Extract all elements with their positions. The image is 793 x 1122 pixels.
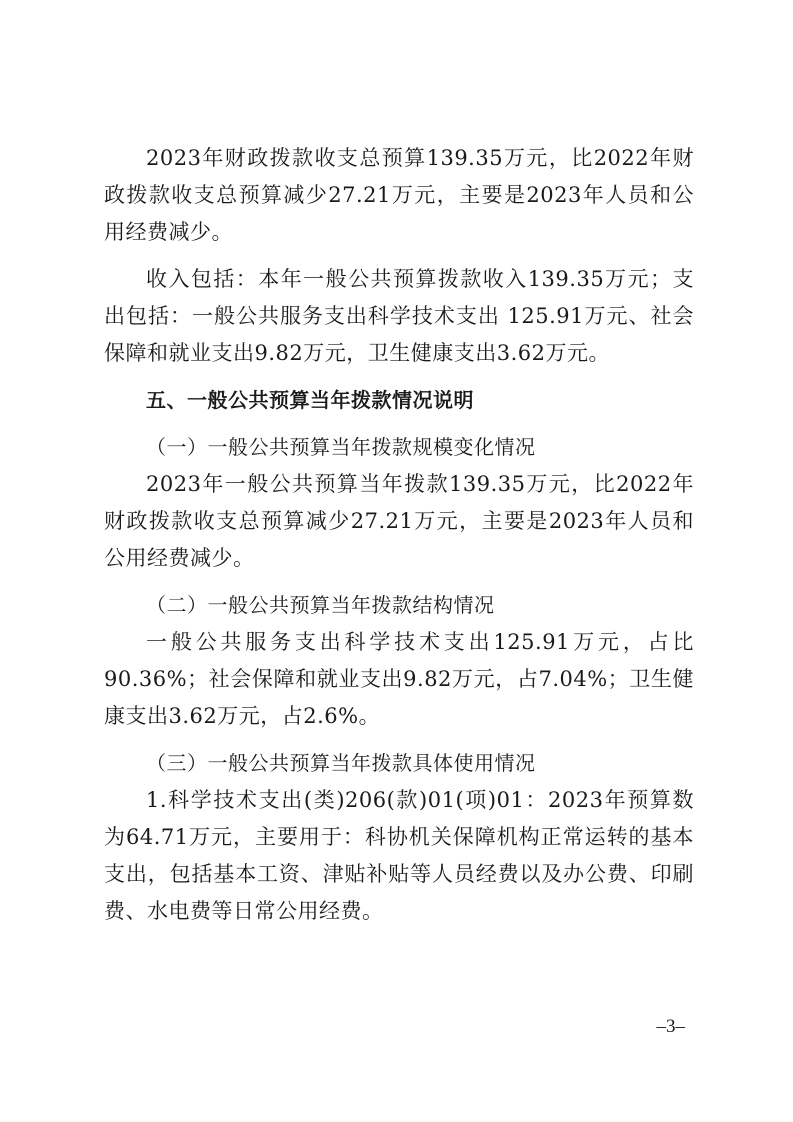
- paragraph-structure: 一般公共服务支出科学技术支出125.91万元，占比90.36%；社会保障和就业支出9.82万元，占7.04%；卫生健康支出3.62万元，占2.6%。: [104, 630, 694, 728]
- paragraph-usage: 1.科学技术支出(类)206(款)01(项)01：2023年预算数为64.71万元，主要用于：科协机关保障机构正常运转的基本支出，包括基本工资、津贴补贴等人员经费以及办公费、印刷费、水电费等日常公用经费。: [104, 788, 694, 923]
- subsection-heading-scale: （一）一般公共预算当年拨款规模变化情况: [146, 435, 536, 459]
- page-number: –3–: [656, 1016, 685, 1037]
- subsection-heading-structure: （二）一般公共预算当年拨款结构情况: [146, 593, 495, 617]
- paragraph-scale: 2023年一般公共预算当年拨款139.35万元，比2022年财政拨款收支总预算减少27.21万元，主要是2023年人员和公用经费减少。: [104, 472, 694, 570]
- document-body: [104, 140, 694, 930]
- paragraph-income-expense: 收入包括：本年一般公共预算拨款收入139.35万元；支出包括：一般公共服务支出科学技术支出 125.91万元、社会保障和就业支出9.82万元，卫生健康支出3.62万元。: [104, 267, 694, 365]
- subsection-heading-usage: （三）一般公共预算当年拨款具体使用情况: [146, 751, 536, 775]
- paragraph-total-budget: 2023年财政拨款收支总预算139.35万元，比2022年财政拨款收支总预算减少27.21万元，主要是2023年人员和公用经费减少。: [104, 146, 694, 244]
- section-heading: 五、一般公共预算当年拨款情况说明: [146, 388, 474, 412]
